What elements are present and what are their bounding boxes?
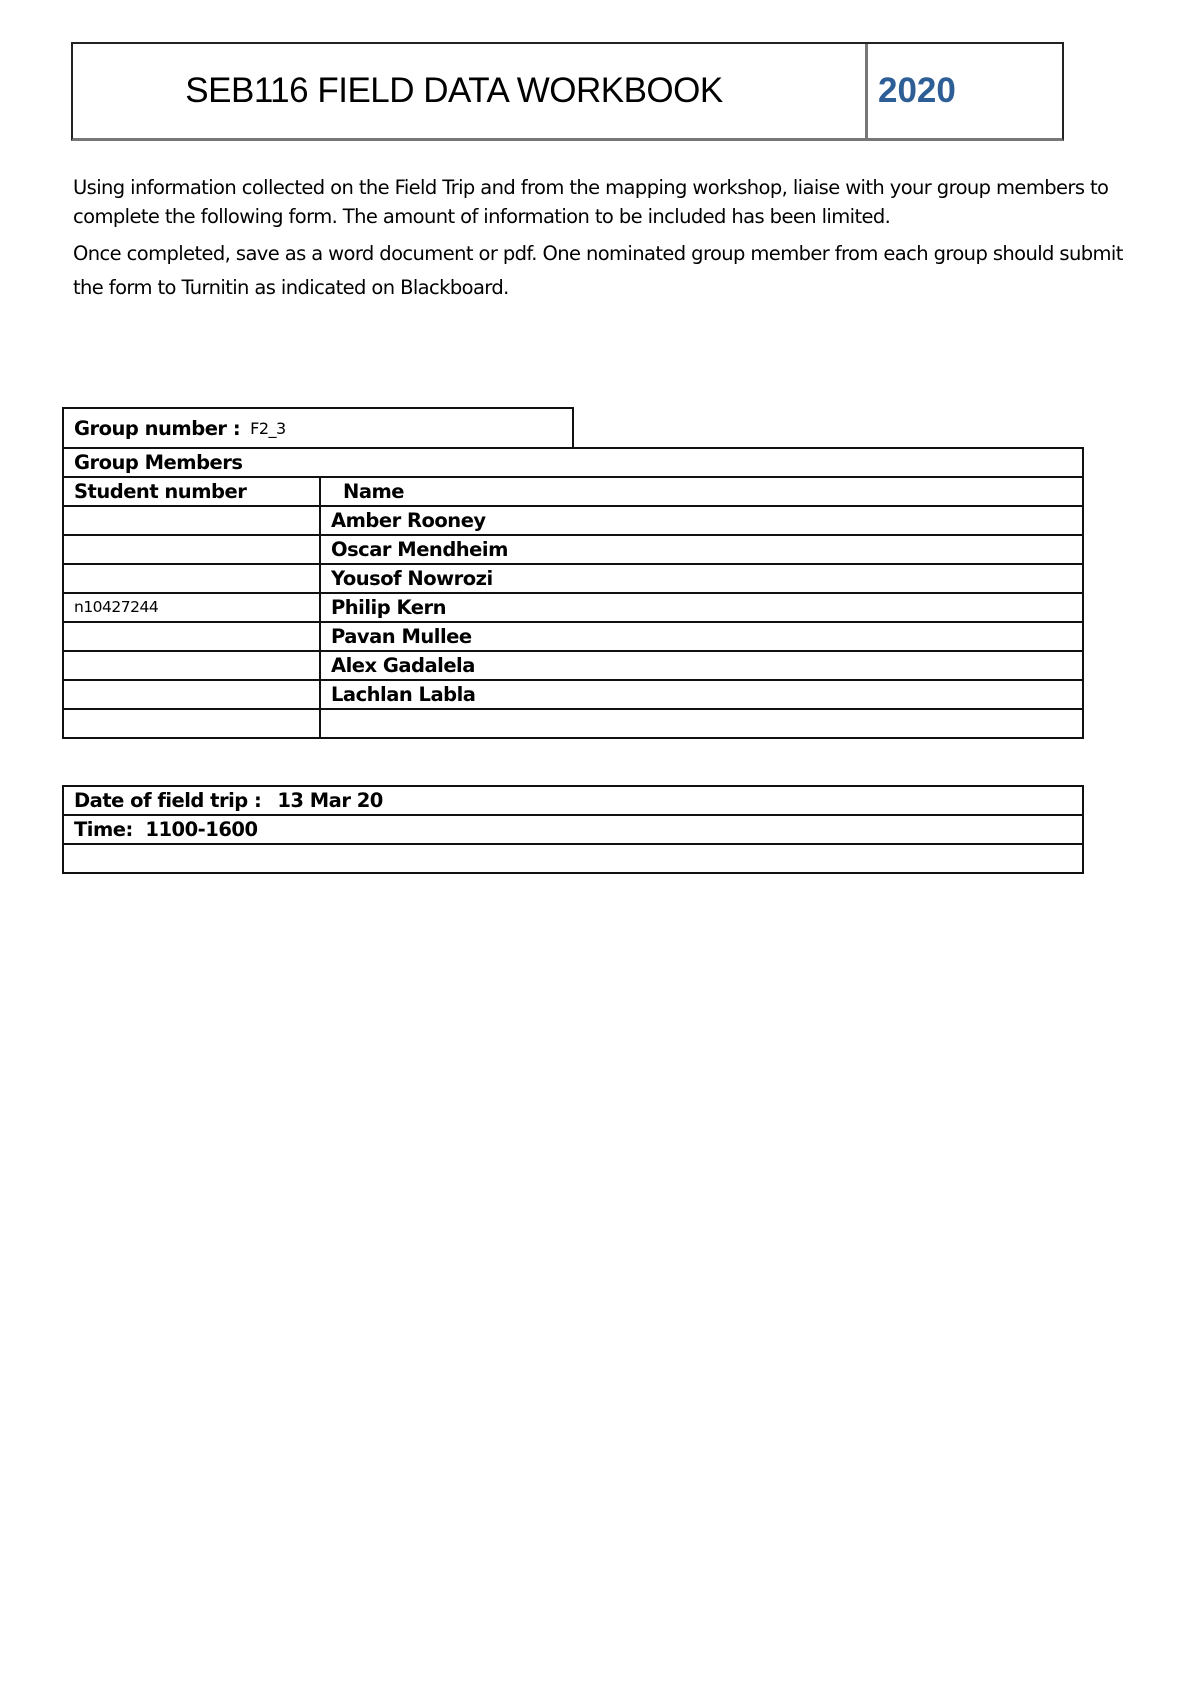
member-name-cell[interactable]: Oscar Mendheim <box>320 535 1083 564</box>
date-label: Date of field trip : <box>74 789 262 812</box>
blank-cell[interactable] <box>63 844 1083 873</box>
table-row <box>63 506 1083 535</box>
workbook-header <box>71 42 1064 141</box>
student-number-cell[interactable] <box>63 622 320 651</box>
time-cell[interactable] <box>63 815 1083 844</box>
instructions-paragraph-2: Once completed, save as a word document or pdf. One nominated group member from each group should submit the form to Turnitin as indicated on Blackboard. <box>73 242 1123 299</box>
group-members-table <box>62 447 1084 739</box>
student-number-cell[interactable] <box>63 564 320 593</box>
members-header-row <box>63 477 1083 506</box>
student-number-cell[interactable] <box>63 651 320 680</box>
members-heading-row <box>63 448 1083 477</box>
time-label: Time: <box>74 818 133 841</box>
table-row <box>63 535 1083 564</box>
member-name-cell[interactable]: Yousof Nowrozi <box>320 564 1083 593</box>
members-heading: Group Members <box>63 448 1083 477</box>
member-name-cell[interactable] <box>320 709 1083 738</box>
workbook-title: SEB116 FIELD DATA WORKBOOK <box>73 44 868 138</box>
group-number-label: Group number : <box>74 416 241 440</box>
table-row <box>63 622 1083 651</box>
table-row <box>63 564 1083 593</box>
date-row <box>63 786 1083 815</box>
group-number-field[interactable] <box>62 407 574 449</box>
date-value[interactable]: 13 Mar 20 <box>277 789 383 812</box>
student-number-cell[interactable] <box>63 680 320 709</box>
instructions-paragraph-1: Using information collected on the Field Trip and from the mapping workshop, liaise with your group members to complete the following form. The amount of information to be included has been limited. <box>73 176 1109 228</box>
date-cell[interactable] <box>63 786 1083 815</box>
table-row <box>63 593 1083 622</box>
student-number-header: Student number <box>63 477 320 506</box>
student-number-cell[interactable] <box>63 506 320 535</box>
table-row <box>63 651 1083 680</box>
member-name-cell[interactable]: Pavan Mullee <box>320 622 1083 651</box>
member-name-cell[interactable]: Alex Gadalela <box>320 651 1083 680</box>
table-row <box>63 709 1083 738</box>
name-header: Name <box>320 477 1083 506</box>
member-name-cell[interactable]: Amber Rooney <box>320 506 1083 535</box>
member-name-cell[interactable]: Philip Kern <box>320 593 1083 622</box>
student-number-cell[interactable]: n10427244 <box>63 593 320 622</box>
blank-row <box>63 844 1083 873</box>
member-name-cell[interactable]: Lachlan Labla <box>320 680 1083 709</box>
instructions <box>73 173 1153 315</box>
time-row <box>63 815 1083 844</box>
group-number-value[interactable]: F2_3 <box>250 418 286 438</box>
student-number-cell[interactable] <box>63 535 320 564</box>
workbook-year: 2020 <box>878 71 956 110</box>
table-row <box>63 680 1083 709</box>
field-trip-table <box>62 785 1084 874</box>
time-value[interactable]: 1100-1600 <box>145 818 258 841</box>
student-number-cell[interactable] <box>63 709 320 738</box>
